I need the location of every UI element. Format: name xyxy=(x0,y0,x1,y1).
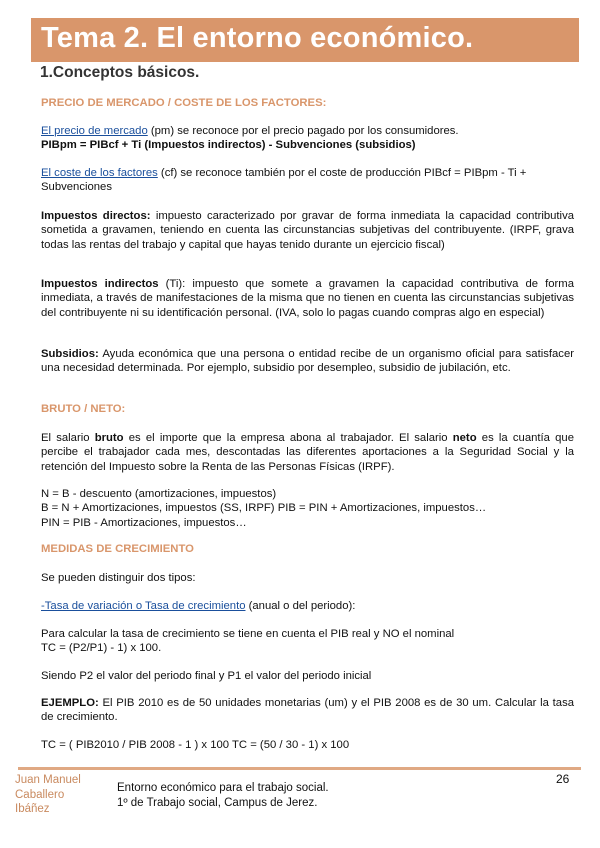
subsidios-text: Ayuda económica que una persona o entidad recibe de un organismo oficial para satisfacer una necesidad determinada. Por ejemplo, subsidio por desempleo, subsidio de jubilación, etc. xyxy=(41,348,574,375)
bruto-neto-paragraph xyxy=(41,431,574,474)
subsidios-paragraph xyxy=(41,347,574,376)
coste-factores-link[interactable]: El coste de los factores xyxy=(41,167,158,179)
footer-campus: 1º de Trabajo social, Campus de Jerez. xyxy=(117,797,318,809)
crecimiento-intro: Se pueden distinguir dos tipos: xyxy=(41,572,196,584)
tasa-text: (anual o del periodo): xyxy=(245,600,356,612)
calculo-paragraph xyxy=(41,627,574,656)
page-number: 26 xyxy=(556,772,570,786)
impuestos-indirectos-text: (Ti): impuesto que somete a gravamen la capacidad contributiva de forma inmediata, a través de manifestaciones de la misma que no tienen en cuenta las circunstancias subjetivas del contribuyente ni su identificación personal. (IVA, solo lo pagas cuando compras algo en especial) xyxy=(41,278,574,319)
subheading-bruto-neto: BRUTO / NETO: xyxy=(41,403,126,415)
bruto-neto-text-1: El salario xyxy=(41,432,95,444)
tasa-paragraph xyxy=(41,599,574,613)
footer-author xyxy=(15,773,95,817)
formula-line: PIN = PIB - Amortizaciones, impuestos… xyxy=(41,516,247,529)
footer-info xyxy=(117,781,329,811)
formula-line: N = B - descuento (amortizaciones, impuestos) xyxy=(41,488,277,500)
ejemplo-formula: TC = ( PIB2010 / PIB 2008 - 1 ) x 100 TC = (50 / 30 - 1) x 100 xyxy=(41,739,350,751)
tasa-crecimiento-link[interactable]: -Tasa de variación o Tasa de crecimiento xyxy=(41,600,246,612)
coste-factores-text: (cf) se reconoce también por el coste de producción PIBcf = PIBpm - Ti + Subvenciones xyxy=(41,167,527,194)
ejemplo-text: El PIB 2010 es de 50 unidades monetarias (um) y el PIB 2008 es de 30 um. Calcular la tasa de crecimiento. xyxy=(41,697,574,724)
bruto-neto-text-3: es la cuantía que percibe el trabajador cada mes, descontadas las diferentes aportaciones a la Seguridad Social y la retención del Impuesto sobre la Renta de las Personas Físicas (IRPF). xyxy=(41,432,574,473)
coste-factores-paragraph xyxy=(41,166,574,195)
precio-mercado-paragraph xyxy=(41,124,574,153)
author-line: Ibáñez xyxy=(15,803,50,815)
calculo-line: Para calcular la tasa de crecimiento se tiene en cuenta el PIB real y NO el nominal xyxy=(41,628,455,640)
precio-mercado-link[interactable]: El precio de mercado xyxy=(41,125,148,137)
subheading-crecimiento: MEDIDAS DE CRECIMIENTO xyxy=(41,543,194,555)
neto-term: neto xyxy=(452,432,477,444)
bruto-neto-text-2: es el importe que la empresa abona al trabajador. El salario xyxy=(123,432,453,444)
impuestos-indirectos-paragraph xyxy=(41,277,574,320)
precio-mercado-text: (pm) se reconoce por el precio pagado por los consumidores. xyxy=(147,125,459,137)
impuestos-directos-text: impuesto caracterizado por gravar de forma inmediata la capacidad contributiva sometida a gravamen, teniendo en cuenta las circunstancias subjetivas del contribuyente. (IRPF, grava todas las rentas del trabajo y capital que hayas tenido durante un ejercicio fiscal) xyxy=(41,210,574,251)
ejemplo-term: EJEMPLO: xyxy=(41,697,99,709)
subsidios-term: Subsidios: xyxy=(41,348,99,360)
formula-line: B = N + Amortizaciones, impuestos (SS, IRPF) PIB = PIN + Amortizaciones, impuestos… xyxy=(41,502,487,515)
impuestos-indirectos-term: Impuestos indirectos xyxy=(41,278,159,290)
ejemplo-paragraph xyxy=(41,696,574,725)
bruto-neto-formulas xyxy=(41,487,574,530)
subheading-precio: PRECIO DE MERCADO / COSTE DE LOS FACTORES: xyxy=(41,97,327,109)
footer-course: Entorno económico para el trabajo social. xyxy=(117,782,329,794)
bruto-term: bruto xyxy=(94,432,124,444)
section-heading: 1.Conceptos básicos. xyxy=(40,64,200,81)
footer-divider xyxy=(18,767,581,770)
page-title: Tema 2. El entorno económico. xyxy=(41,22,474,54)
pib-formula: PIBpm = PIBcf + Ti (Impuestos indirectos) - Subvenciones (subsidios) xyxy=(41,139,416,152)
impuestos-directos-term: Impuestos directos: xyxy=(41,210,151,222)
author-line: Caballero xyxy=(15,788,65,801)
author-line: Juan Manuel xyxy=(15,774,81,786)
impuestos-directos-paragraph xyxy=(41,209,574,252)
siendo-paragraph: Siendo P2 el valor del periodo final y P1 el valor del periodo inicial xyxy=(41,670,372,682)
calculo-formula: TC = (P2/P1) - 1) x 100. xyxy=(41,642,162,655)
title-banner xyxy=(31,18,579,62)
